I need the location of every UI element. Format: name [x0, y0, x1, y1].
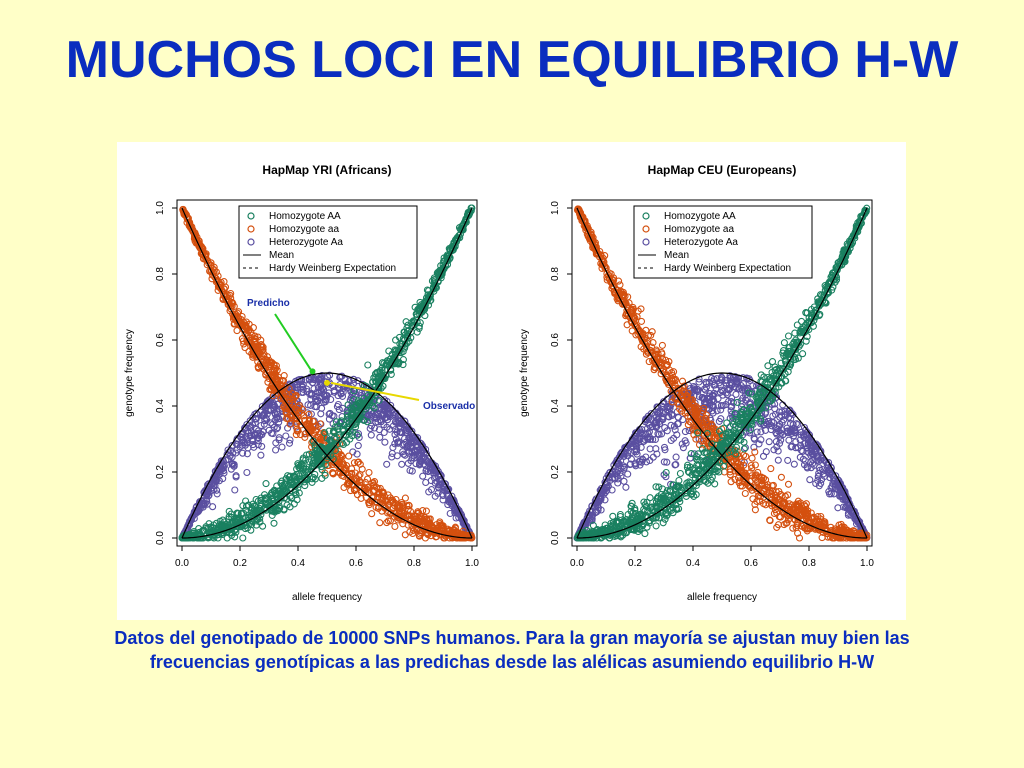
y-tick-label: 0.6: [155, 333, 166, 347]
point-aa: [768, 466, 774, 472]
point-Aa: [754, 429, 760, 435]
y-tick-label: 1.0: [550, 201, 561, 215]
point-Aa: [210, 504, 216, 510]
x-tick-label: 0.0: [175, 558, 189, 569]
point-aa: [402, 495, 408, 501]
legend-label: Heterozygote Aa: [269, 237, 343, 248]
x-tick-label: 0.0: [570, 558, 584, 569]
slide-title: MUCHOS LOCI EN EQUILIBRIO H-W: [65, 31, 959, 89]
point-AA: [271, 520, 277, 526]
x-tick-label: 1.0: [465, 558, 479, 569]
point-aa: [366, 470, 372, 476]
point-Aa: [279, 444, 285, 450]
point-Aa: [785, 457, 791, 463]
point-aa: [369, 511, 375, 517]
chart-panel-1: [124, 163, 479, 603]
chart-title: HapMap CEU (Europeans): [647, 163, 797, 177]
point-Aa: [368, 432, 374, 438]
legend-label: Homozygote aa: [269, 224, 340, 235]
point-AA: [781, 340, 787, 346]
legend-label: Mean: [269, 250, 295, 261]
legend-label: Hardy Weinberg Expectation: [269, 263, 397, 274]
point-Aa: [420, 473, 426, 479]
y-tick-label: 0.4: [155, 399, 166, 413]
point-aa: [234, 328, 240, 334]
point-Aa: [780, 402, 786, 408]
y-tick-label: 0.0: [155, 531, 166, 545]
x-axis-label: allele frequency: [686, 592, 758, 603]
point-Aa: [232, 487, 238, 493]
point-aa: [346, 453, 352, 459]
x-tick-label: 0.2: [628, 558, 642, 569]
point-aa: [617, 282, 623, 288]
point-aa: [649, 329, 655, 335]
hw-scatter-figure: [117, 142, 906, 620]
point-Aa: [399, 461, 405, 467]
point-Aa: [283, 433, 289, 439]
x-tick-label: 1.0: [860, 558, 874, 569]
y-tick-label: 0.2: [155, 465, 166, 479]
y-tick-label: 1.0: [155, 201, 166, 215]
point-aa: [786, 481, 792, 487]
point-Aa: [835, 505, 841, 511]
chart-title: HapMap YRI (Africans): [262, 163, 392, 177]
point-AA: [240, 535, 246, 541]
point-AA: [365, 362, 371, 368]
point-Aa: [244, 470, 250, 476]
point-aa: [778, 474, 784, 480]
x-tick-label: 0.6: [744, 558, 758, 569]
y-tick-label: 0.4: [550, 399, 561, 413]
point-Aa: [623, 484, 629, 490]
point-aa: [377, 520, 383, 526]
x-tick-label: 0.2: [233, 558, 247, 569]
point-Aa: [384, 461, 390, 467]
point-Aa: [621, 478, 627, 484]
figure-panel: [117, 142, 906, 620]
y-tick-label: 0.8: [155, 267, 166, 281]
point-Aa: [647, 446, 653, 452]
point-Aa: [682, 429, 688, 435]
y-tick-label: 0.2: [550, 465, 561, 479]
point-Aa: [786, 437, 792, 443]
point-Aa: [791, 461, 797, 467]
point-aa: [749, 455, 755, 461]
point-Aa: [807, 477, 813, 483]
point-Aa: [389, 454, 395, 460]
point-Aa: [766, 439, 772, 445]
x-axis-label: allele frequency: [291, 592, 363, 603]
point-Aa: [775, 457, 781, 463]
point-Aa: [273, 447, 279, 453]
point-aa: [659, 342, 665, 348]
point-aa: [639, 318, 645, 324]
point-Aa: [761, 453, 767, 459]
x-tick-label: 0.6: [349, 558, 363, 569]
y-tick-label: 0.0: [550, 531, 561, 545]
point-aa: [402, 532, 408, 538]
x-tick-label: 0.8: [802, 558, 816, 569]
point-Aa: [382, 439, 388, 445]
y-tick-label: 0.6: [550, 333, 561, 347]
legend-label: Homozygote AA: [269, 211, 341, 222]
point-Aa: [355, 443, 361, 449]
x-tick-label: 0.4: [291, 558, 305, 569]
point-aa: [742, 491, 748, 497]
y-axis-label: genotype frequency: [124, 329, 135, 417]
point-Aa: [673, 454, 679, 460]
point-aa: [392, 524, 398, 530]
point-aa: [384, 520, 390, 526]
point-AA: [263, 481, 269, 487]
x-tick-label: 0.8: [407, 558, 421, 569]
chart-panel-2: [519, 163, 874, 603]
y-axis-label: genotype frequency: [519, 329, 530, 417]
x-tick-label: 0.4: [686, 558, 700, 569]
point-Aa: [258, 452, 264, 458]
legend: [239, 206, 417, 278]
y-tick-label: 0.8: [550, 267, 561, 281]
